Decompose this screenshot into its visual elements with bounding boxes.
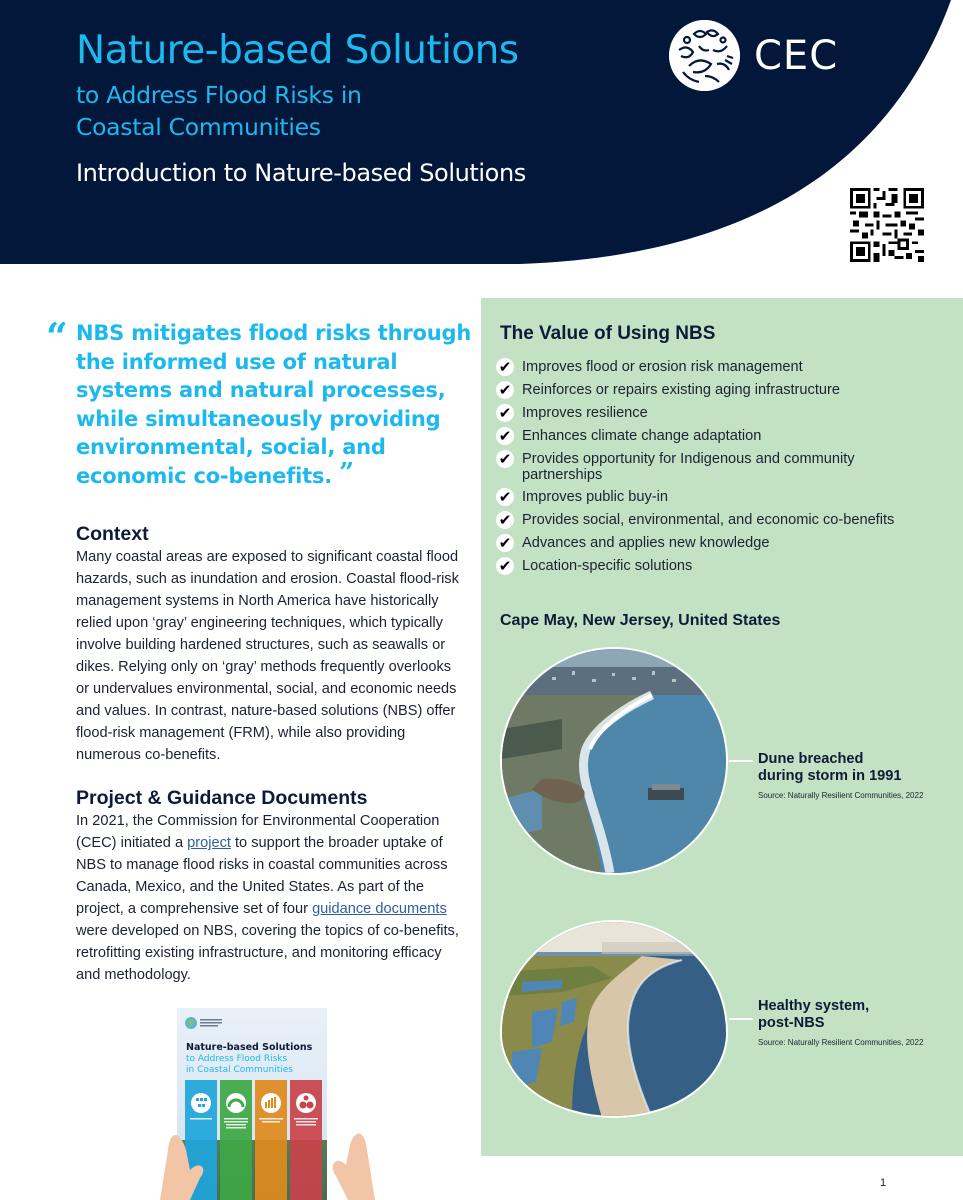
- list-item: ✔ Provides opportunity for Indigenous and community partnerships: [496, 451, 956, 483]
- close-quote-icon: ”: [339, 457, 354, 488]
- checkmark-icon: ✔: [496, 427, 514, 445]
- qr-code-icon[interactable]: [850, 188, 924, 262]
- checkmark-icon: ✔: [496, 358, 514, 376]
- project-heading: Project & Guidance Documents: [76, 787, 368, 809]
- checkmark-icon: ✔: [496, 534, 514, 552]
- context-section: [76, 522, 468, 766]
- guidance-documents-link[interactable]: guidance documents: [312, 901, 447, 917]
- checkmark-icon: ✔: [496, 450, 514, 468]
- list-item: ✔ Improves resilience: [496, 405, 956, 422]
- project-link[interactable]: project: [187, 835, 231, 851]
- open-quote-icon: “: [46, 314, 68, 359]
- list-item: ✔ Improves flood or erosion risk management: [496, 359, 956, 376]
- caption-connector-line: [729, 1018, 753, 1020]
- list-item: ✔ Improves public buy-in: [496, 489, 956, 506]
- caption-source: Source: Naturally Resilient Communities, 2022: [758, 1038, 924, 1047]
- benefits-list: [496, 359, 956, 581]
- cec-emblem-icon: [669, 20, 740, 91]
- checkmark-icon: ✔: [496, 404, 514, 422]
- photo-1-caption: [758, 751, 958, 800]
- caption-title-line-1: Healthy system,: [758, 998, 870, 1014]
- list-item: ✔ Reinforces or repairs existing aging infrastructure: [496, 382, 956, 399]
- checkmark-icon: ✔: [496, 557, 514, 575]
- list-item: ✔ Advances and applies new knowledge: [496, 535, 956, 552]
- photo-2-caption: [758, 998, 958, 1047]
- caption-title-line-2: post-NBS: [758, 1015, 825, 1031]
- value-panel: [481, 298, 963, 1156]
- cec-logo[interactable]: [669, 20, 838, 91]
- caption-title-line-1: Dune breached: [758, 751, 864, 767]
- list-item: ✔ Location-specific solutions: [496, 558, 956, 575]
- location-title: Cape May, New Jersey, United States: [500, 612, 781, 629]
- list-item: ✔ Provides social, environmental, and economic co-benefits: [496, 512, 956, 529]
- subtitle-line-2: Coastal Communities: [76, 113, 321, 141]
- project-section: [76, 786, 468, 986]
- pull-quote-text: NBS mitigates flood risks through the informed use of natural systems and natural processes, while simultaneously providing environmental, social, and economic co-benefits. ”: [76, 321, 472, 488]
- value-panel-title: The Value of Using NBS: [500, 323, 716, 344]
- dune-breached-photo: [500, 647, 728, 875]
- caption-connector-line: [729, 760, 753, 762]
- document-title: Nature-based Solutions: [76, 28, 519, 73]
- booklet-title: Nature-based Solutions: [186, 1042, 313, 1053]
- guidance-booklet-image: [160, 1000, 375, 1200]
- caption-source: Source: Naturally Resilient Communities, 2022: [758, 791, 924, 800]
- section-intro-title: Introduction to Nature-based Solutions: [76, 159, 526, 187]
- document-subtitle: [76, 79, 362, 143]
- context-body: Many coastal areas are exposed to significant coastal flood hazards, such as inundation and erosion. Coastal flood-risk management systems in North America have historically relied upon ‘gray’ engineering techniques, which typically involve building hardened structures, such as seawalls or dikes. Relying only on ‘gray’ methods frequently overlooks or undervalues environmental, social, and economic needs and values. In contrast, nature-based solutions (NBS) offer flood-risk management (FRM), while also providing numerous co-benefits.: [76, 549, 459, 763]
- checkmark-icon: ✔: [496, 511, 514, 529]
- list-item: ✔ Enhances climate change adaptation: [496, 428, 956, 445]
- checkmark-icon: ✔: [496, 381, 514, 399]
- project-body: In 2021, the Commission for Environmental Cooperation (CEC) initiated a project to support the broader uptake of NBS to manage flood risks in coastal communities across Canada, Mexico, and the United States. As part of the project, a comprehensive set of four guidance documents were developed on NBS, covering the topics of co-benefits, retrofitting existing infrastructure, and monitoring efficacy and methodology.: [76, 813, 459, 983]
- svg-text:to Address Flood Risks: to Address Flood Risks: [186, 1054, 288, 1064]
- caption-title-line-2: during storm in 1991: [758, 768, 902, 784]
- cec-logo-text: CEC: [754, 32, 839, 79]
- subtitle-line-1: to Address Flood Risks in: [76, 81, 362, 109]
- svg-text:in Coastal Communities: in Coastal Communities: [186, 1065, 293, 1075]
- page-number: 1: [880, 1177, 887, 1189]
- healthy-system-photo: [500, 920, 728, 1118]
- checkmark-icon: ✔: [496, 488, 514, 506]
- context-heading: Context: [76, 523, 149, 545]
